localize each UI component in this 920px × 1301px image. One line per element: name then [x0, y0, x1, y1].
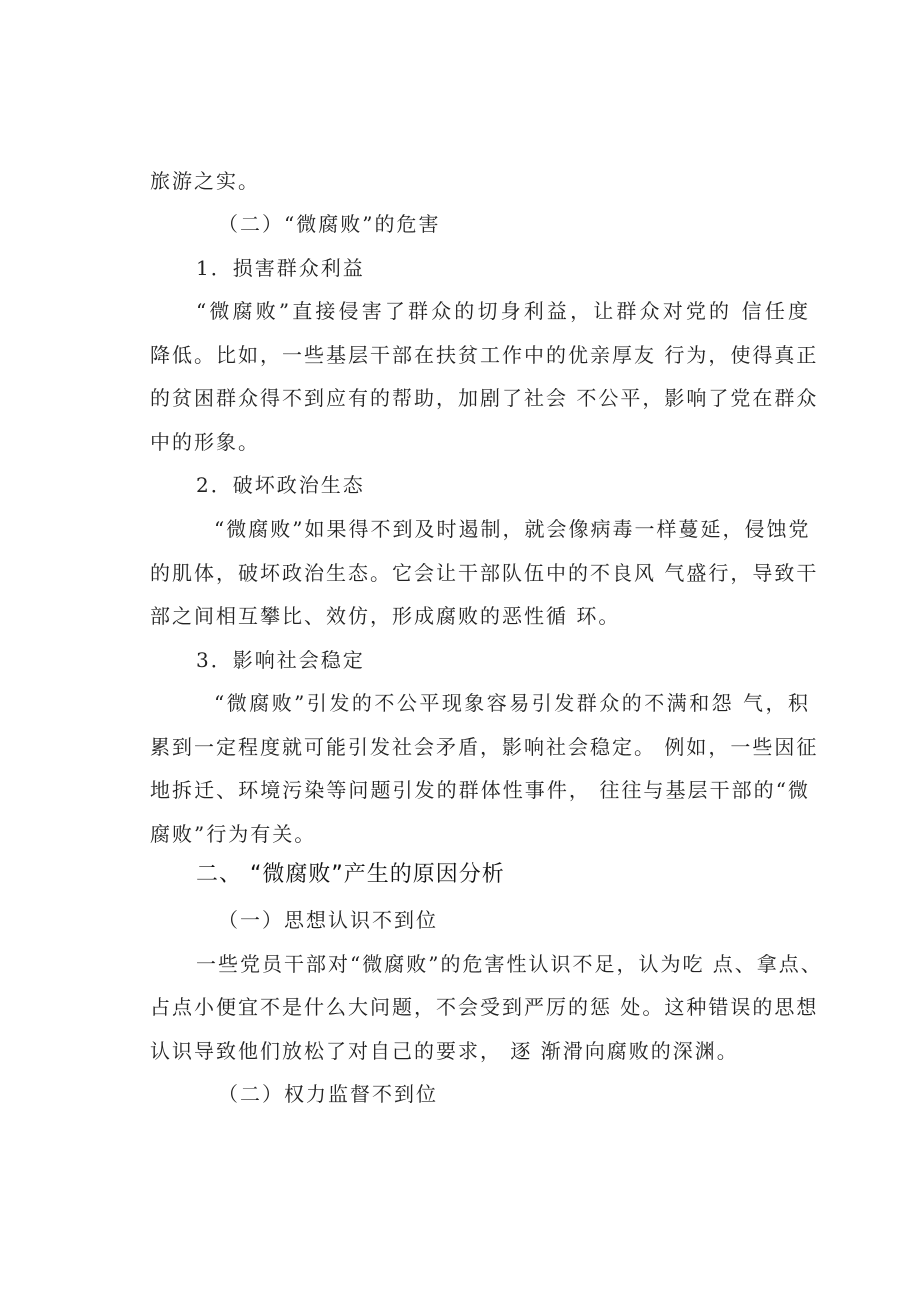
section-heading: （二）“微腐败”的危害: [218, 212, 441, 236]
chapter-heading: 二、 “微腐败”产生的原因分析: [196, 862, 505, 887]
paragraph-line: 腐败”行为有关。: [150, 822, 317, 846]
subsection-heading: 2．破坏政治生态: [196, 473, 365, 497]
subsection-heading: 3．影响社会稳定: [196, 648, 365, 672]
paragraph-line: “微腐败”直接侵害了群众的切身利益，让群众对党的 信任度: [196, 299, 810, 323]
paragraph-line: 占点小便宜不是什么大问题，不会受到严厉的惩 处。这种错误的思想: [150, 995, 819, 1019]
paragraph-line: 累到一定程度就可能引发社会矛盾，影响社会稳定。 例如，一些因征: [150, 735, 819, 759]
paragraph-line: 旅游之实。: [150, 169, 260, 193]
paragraph-line: 的贫困群众得不到应有的帮助，加剧了社会 不公平，影响了党在群众: [150, 386, 819, 410]
paragraph-line: 降低。比如，一些基层干部在扶贫工作中的优亲厚友 行为，使得真正: [150, 343, 819, 367]
paragraph-line: 中的形象。: [150, 430, 260, 454]
section-heading: （一）思想认识不到位: [218, 908, 438, 932]
paragraph-line: “微腐败”引发的不公平现象容易引发群众的不满和怨 气，积: [214, 691, 810, 715]
paragraph-line: 地拆迁、环境污染等问题引发的群体性事件， 往往与基层干部的“微: [150, 778, 810, 802]
subsection-heading: 1．损害群众利益: [196, 256, 365, 280]
paragraph-line: 的肌体，破坏政治生态。它会让干部队伍中的不良风 气盛行，导致干: [150, 561, 819, 585]
paragraph-line: 部之间相互攀比、效仿，形成腐败的恶性循 环。: [150, 604, 621, 628]
section-heading: （二）权力监督不到位: [218, 1082, 438, 1106]
paragraph-line: 认识导致他们放松了对自己的要求， 逐 渐滑向腐败的深渊。: [150, 1039, 739, 1063]
paragraph-line: 一些党员干部对“微腐败”的危害性认识不足，认为吃 点、拿点、: [196, 952, 823, 976]
paragraph-line: “微腐败”如果得不到及时遏制，就会像病毒一样蔓延，侵蚀党: [214, 517, 811, 541]
